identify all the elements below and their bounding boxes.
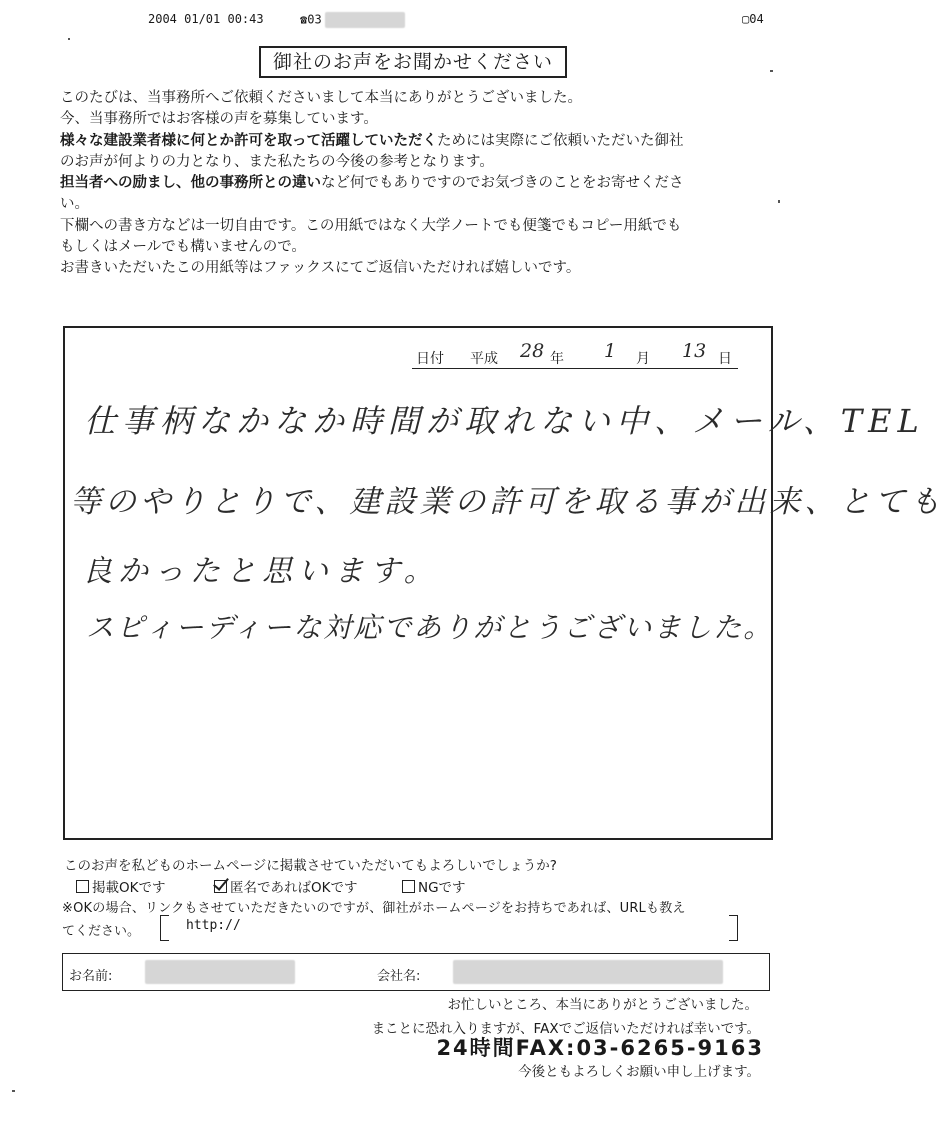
name-label: お名前: xyxy=(69,969,113,984)
handwritten-line: 等のやりとりで、建設業の許可を取る事が出来、とても xyxy=(70,484,944,520)
redacted-company xyxy=(453,960,723,984)
intro-line: のお声が何よりの力となり、また私たちの今後の参考となります。 xyxy=(60,153,494,170)
handwritten-line: スピィーディーな対応でありがとうございました。 xyxy=(86,611,774,644)
option-anonymous-ok[interactable]: 匿名であればOKです xyxy=(214,876,357,896)
handwritten-year: 28 xyxy=(520,340,545,362)
fax-page: ▢04 xyxy=(742,12,764,26)
redacted-phone xyxy=(325,12,405,28)
fax-header xyxy=(0,12,800,32)
page-title: 御社のお声をお聞かせください xyxy=(259,46,567,78)
footer-request: まことに恐れ入りますが、FAXでご返信いただければ幸いです。 xyxy=(371,1021,760,1037)
telephone-icon: ☎ xyxy=(300,12,308,27)
company-label: 会社名: xyxy=(377,969,421,984)
intro-emphasis: 様々な建設業者様に何とか許可を取って活躍していただく xyxy=(60,132,437,149)
bracket-left xyxy=(160,915,169,941)
handwritten-line: 良かったと思います。 xyxy=(82,554,440,589)
intro-emphasis: 担当者への励まし、他の事務所との違い xyxy=(60,175,321,192)
option-publish-ok[interactable]: 掲載OKです xyxy=(76,876,165,896)
intro-line: このたびは、当事務所へご依頼くださいまして本当にありがとうございました。 xyxy=(60,90,582,106)
consent-question: このお声を私どものホームページに掲載させていただいてもよろしいでしょうか? xyxy=(64,858,557,874)
scan-noise xyxy=(778,200,780,203)
checkbox-icon[interactable] xyxy=(402,880,415,893)
intro-text xyxy=(60,88,765,280)
fax-number: 24時間FAX:03-6265-9163 xyxy=(436,1036,764,1060)
url-input[interactable] xyxy=(160,915,738,941)
intro-line: もしくはメールでも構いませんので。 xyxy=(60,239,306,256)
page-icon: ▢ xyxy=(742,12,750,26)
scan-noise xyxy=(68,38,70,40)
fax-timestamp: 2004 01/01 00:43 xyxy=(148,12,264,26)
intro-line: い。 xyxy=(60,196,89,213)
url-note: ※OKの場合、リンクもさせていただきたいのですが、御社がホームページをお持ちであれば、URLも教え xyxy=(62,901,686,916)
handwritten-day: 13 xyxy=(682,340,707,362)
footer-thanks: お忙しいところ、本当にありがとうございました。 xyxy=(447,997,758,1013)
name-company-box xyxy=(62,953,770,991)
redacted-name xyxy=(145,960,295,984)
date-field: 日付 平成 28 年 1 月 13 日 xyxy=(412,346,738,369)
scan-noise xyxy=(12,1090,15,1092)
intro-line: お書きいただいたこの用紙等はファックスにてご返信いただければ嬉しいです。 xyxy=(60,260,581,277)
handwritten-line: 仕事柄なかなか時間が取れない中、メール、TEL xyxy=(84,402,925,440)
fax-phone: ☎03 xyxy=(300,12,405,28)
intro-line: 下欄への書き方などは一切自由です。この用紙ではなく大学ノートでも便箋でもコピー用紙でも xyxy=(60,217,682,234)
handwritten-month: 1 xyxy=(604,340,617,362)
footer-closing: 今後ともよろしくお願い申し上げます。 xyxy=(518,1064,760,1080)
checkbox-icon[interactable] xyxy=(76,880,89,893)
url-placeholder: http:// xyxy=(186,918,241,933)
checkbox-checked-icon[interactable] xyxy=(214,880,227,893)
intro-line: 担当者への励まし、他の事務所との違いなど何でもありですのでお気づきのことをお寄せくださ xyxy=(60,175,684,192)
option-ng[interactable]: NGです xyxy=(402,876,466,896)
url-note-cont: てください。 xyxy=(62,924,141,939)
bracket-right xyxy=(729,915,738,941)
intro-line: 今、当事務所ではお客様の声を募集しています。 xyxy=(60,111,378,128)
intro-line: 様々な建設業者様に何とか許可を取って活躍していただくためには実際にご依頼いただいた御社 xyxy=(60,132,684,149)
scan-noise xyxy=(770,70,773,72)
consent-options xyxy=(76,876,496,898)
